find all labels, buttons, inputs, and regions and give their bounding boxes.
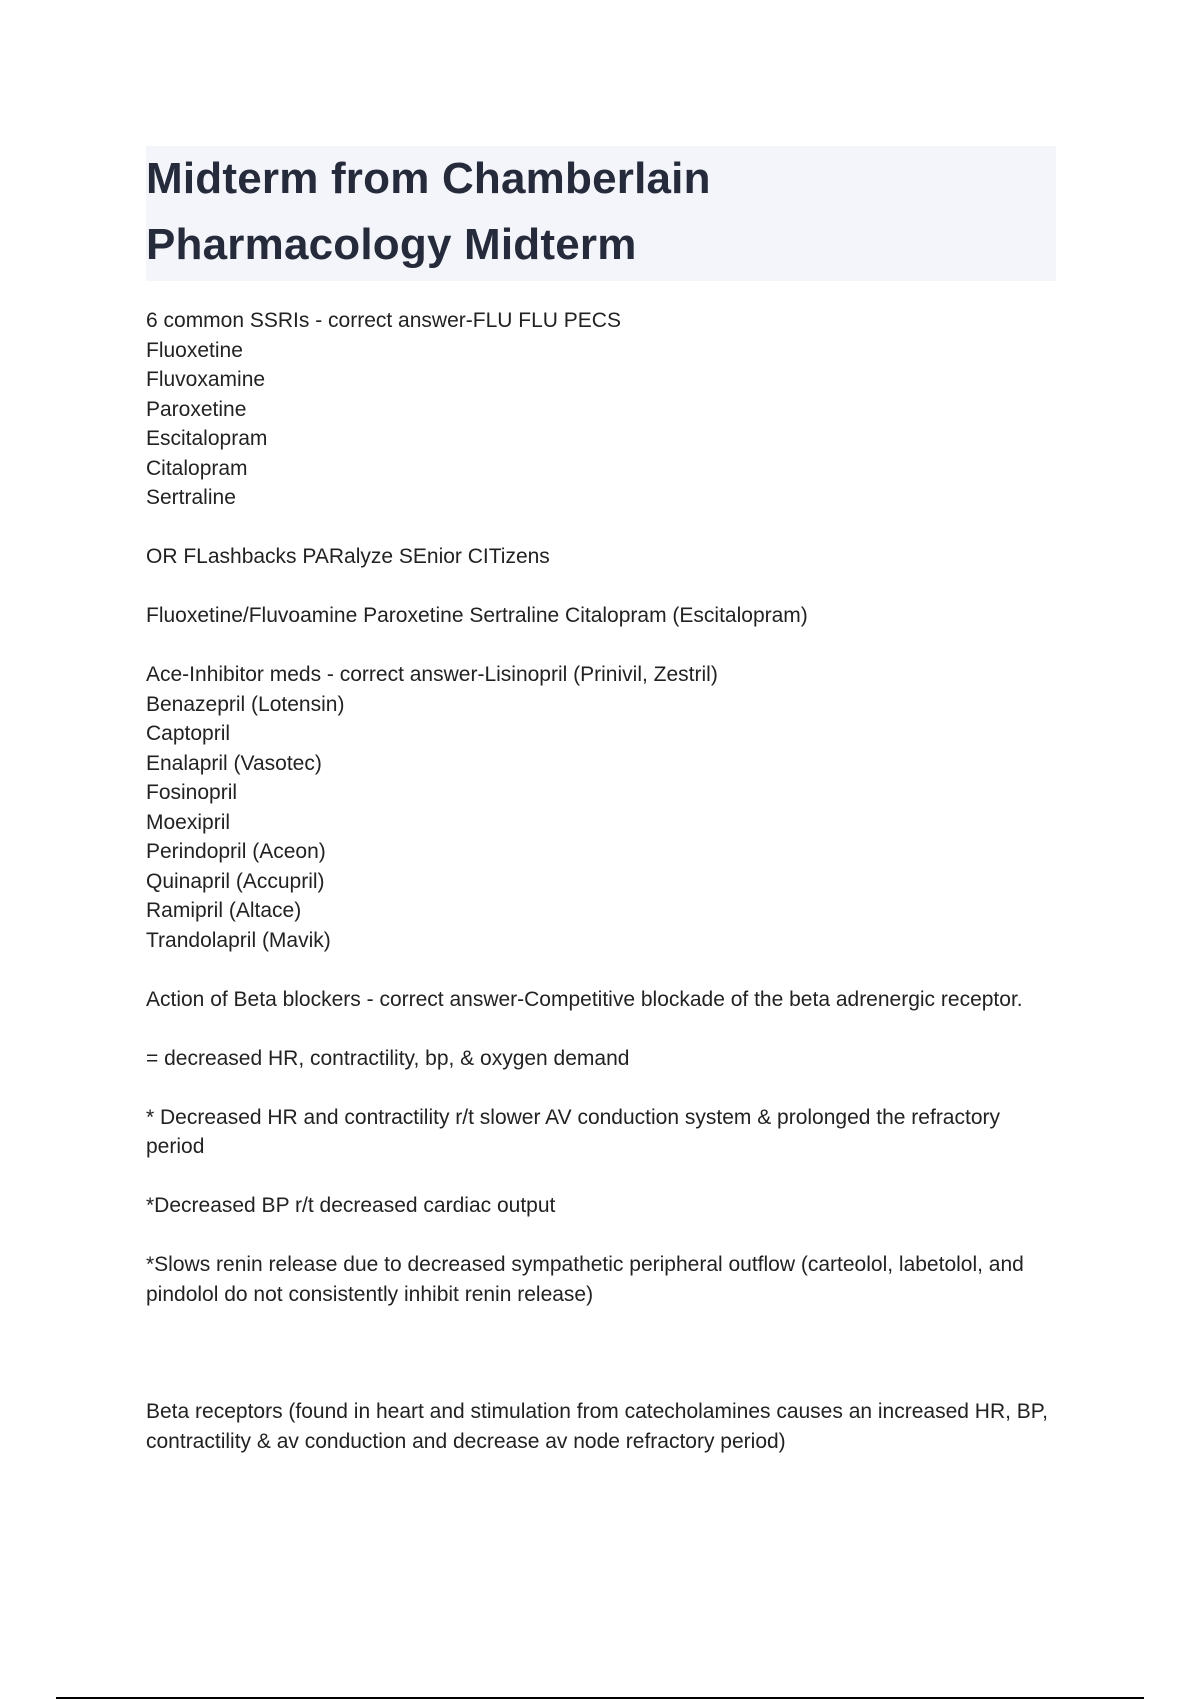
ssri-item: Paroxetine <box>146 397 247 421</box>
ace-item: Captopril <box>146 722 231 745</box>
footer-divider <box>56 1697 1144 1699</box>
ace-item: Quinapril (Accupril) <box>146 869 325 893</box>
beta-receptors: Beta receptors (found in heart and stimulation from catecholamines causes an increased HR, BP, contractility & av conduction and decrease av node refractory period) <box>146 1400 1048 1453</box>
ace-item: Benazepril (Lotensin) <box>146 692 345 716</box>
beta-blocker-card <box>146 985 1056 1457</box>
ssri-item: Fluvoxamine <box>146 368 266 391</box>
beta-effect: = decreased HR, contractility, bp, & oxygen demand <box>146 1046 630 1070</box>
ssri-mnemonic: OR FLashbacks PARalyze SEnior CITizens <box>146 545 550 568</box>
ssri-item: Citalopram <box>146 456 248 480</box>
ace-item: Trandolapril (Mavik) <box>146 928 331 952</box>
title-banner <box>146 146 1056 281</box>
ssri-item: Sertraline <box>146 486 236 509</box>
ace-item: Perindopril (Aceon) <box>146 840 326 863</box>
page-title-line-1: Midterm from Chamberlain <box>146 154 711 203</box>
ssri-card <box>146 306 1056 631</box>
ssri-item: Escitalopram <box>146 427 268 450</box>
ace-item: Fosinopril <box>146 781 238 804</box>
ace-item: Ramipril (Altace) <box>146 899 302 922</box>
beta-question: Action of Beta blockers - correct answer-Competitive blockade of the beta adrenergic receptor. <box>146 987 1023 1011</box>
ssri-question: 6 common SSRIs - correct answer-FLU FLU PECS <box>146 309 621 332</box>
ssri-summary: Fluoxetine/Fluvoamine Paroxetine Sertraline Citalopram (Escitalopram) <box>146 604 808 627</box>
ace-item: Moexipril <box>146 810 231 834</box>
beta-note-2: *Decreased BP r/t decreased cardiac output <box>146 1194 556 1217</box>
ssri-item: Fluoxetine <box>146 338 243 362</box>
ace-item: Enalapril (Vasotec) <box>146 751 322 775</box>
ace-inhibitor-card <box>146 660 1056 955</box>
page-title-line-2: Pharmacology Midterm <box>146 220 637 269</box>
beta-note-3: *Slows renin release due to decreased sympathetic peripheral outflow (carteolol, labetolol, and pindolol do not consistently inhibit renin release) <box>146 1253 1024 1306</box>
beta-note-1: * Decreased HR and contractility r/t slower AV conduction system & prolonged the refractory period <box>146 1105 1000 1158</box>
ace-question: Ace-Inhibitor meds - correct answer-Lisinopril (Prinivil, Zestril) <box>146 663 718 686</box>
flashcard-content <box>146 306 1056 1456</box>
